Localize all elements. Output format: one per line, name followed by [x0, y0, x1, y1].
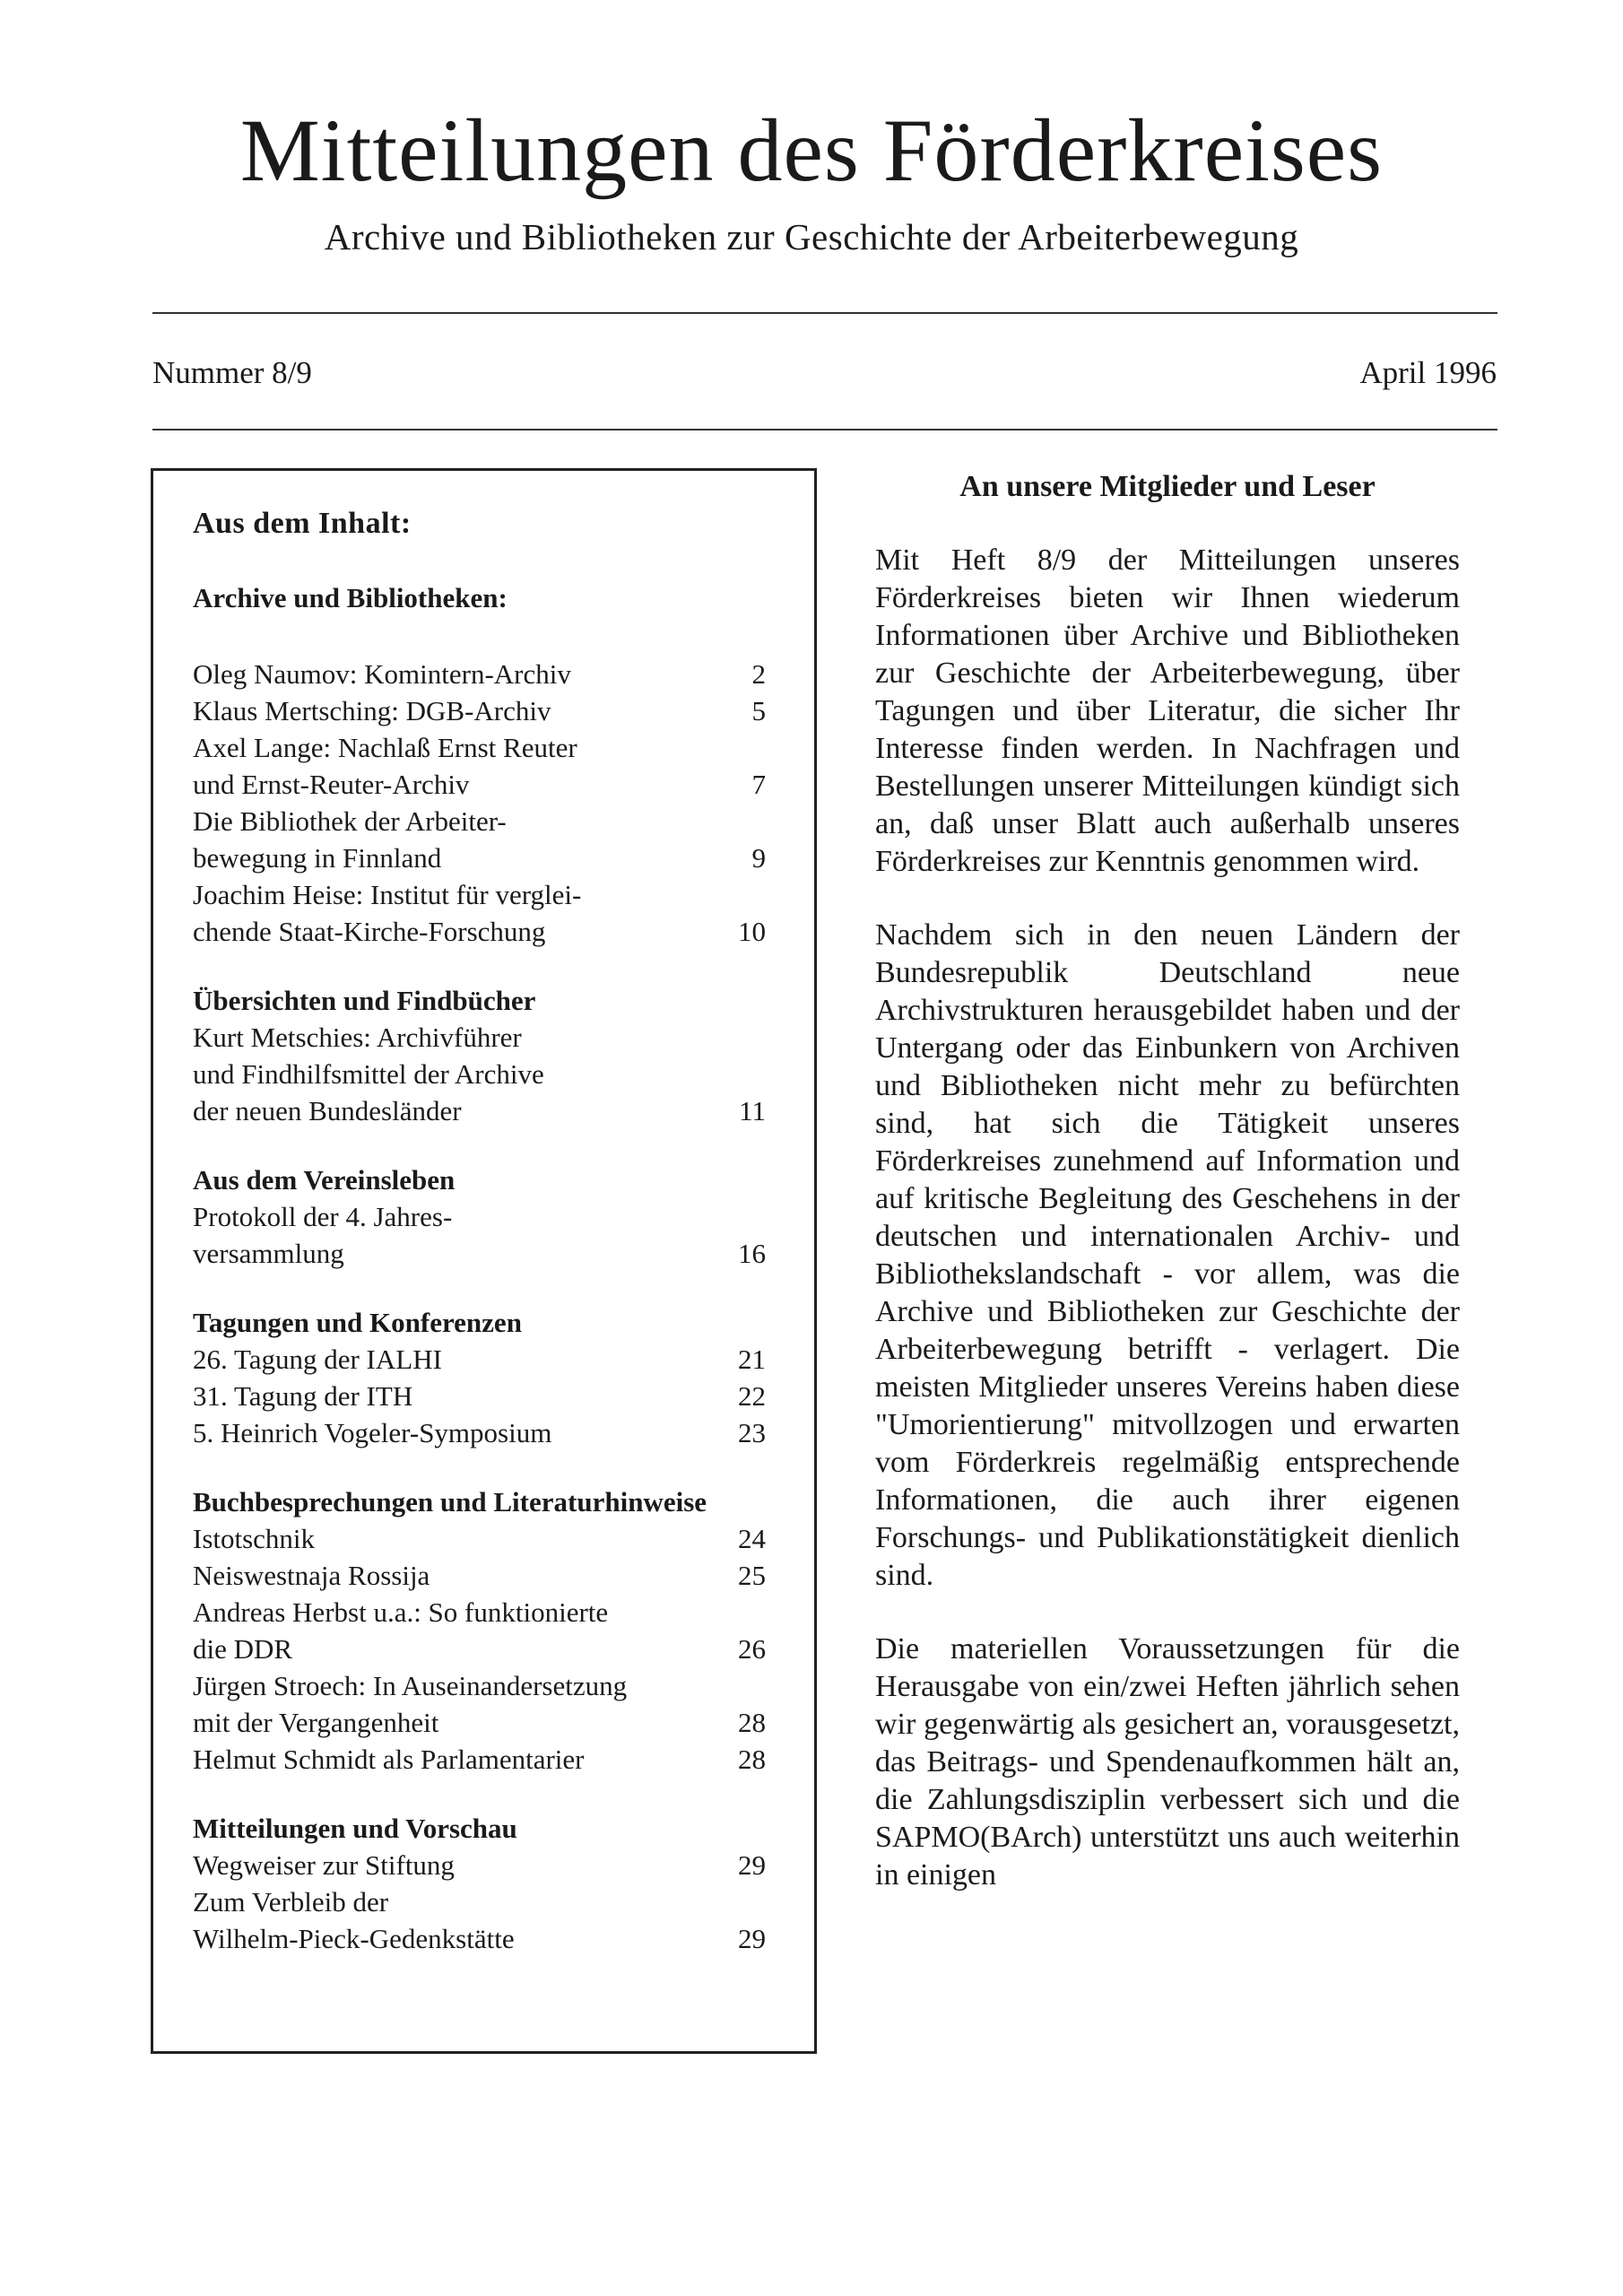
toc-entry	[193, 1883, 780, 1957]
toc-entry-page: 25	[738, 1560, 766, 1591]
toc-entry-text: Andreas Herbst u.a.: So funktionierte die DDR	[193, 1596, 609, 1665]
toc-section-heading: Buchbesprechungen und Literaturhinweise	[193, 1486, 707, 1518]
toc-section-heading: Tagungen und Konferenzen	[193, 1307, 522, 1338]
top-divider	[152, 312, 1497, 314]
toc-entry-text: Protokoll der 4. Jahres- versammlung	[193, 1201, 453, 1269]
toc-entry	[193, 1741, 780, 1778]
toc-title: Aus dem Inhalt:	[193, 507, 412, 540]
toc-entry-page: 24	[738, 1523, 766, 1554]
toc-section	[193, 1810, 814, 1957]
toc-entry-text: Die Bibliothek der Arbeiter- bewegung in Finnland	[193, 805, 507, 874]
toc-entry-page: 11	[739, 1095, 766, 1126]
toc-section-heading: Aus dem Vereinsleben	[193, 1164, 456, 1196]
newsletter-subtitle: Archive und Bibliotheken zur Geschichte der Arbeiterbewegung	[324, 216, 1299, 257]
toc-entry-page: 7	[751, 769, 766, 800]
toc-entry-text: Kurt Metschies: Archivführer und Findhilfsmittel der Archive der neuen Bundesländer	[193, 1022, 544, 1126]
toc-entry-page: 26	[738, 1633, 766, 1665]
toc-entry	[193, 692, 780, 729]
toc-section-heading: Übersichten und Findbücher	[193, 985, 536, 1016]
toc-entry-page: 29	[738, 1923, 766, 1954]
toc-section	[193, 579, 814, 950]
toc-entry-page: 16	[738, 1238, 766, 1269]
bottom-divider	[152, 429, 1497, 430]
toc-entry-text: 5. Heinrich Vogeler-Symposium	[193, 1417, 552, 1448]
article-paragraph: Nachdem sich in den neuen Ländern der Bundesrepublik Deutschland neue Archivstrukturen herausgebildet haben und der Untergang oder das Einbunkern von Archiven und Bibliotheken nicht mehr zu befürchten sind, hat sich die Tätigkeit unseres Förderkreises zunehmend auf Information und auf kritische Begleitung des Geschehens in der deutschen und internationalen Archiv- und Bibliothekslandschaft - vor allem, was die Archive und Bibliotheken zur Geschichte der Arbeiterbewegung betrifft - verlagert. Die meisten Mitglieder unseres Vereins haben diese "Umorientierung" mitvollzogen und erwarten vom Förderkreis regelmäßig entsprechende Informationen, die auch ihrer eigenen Forschungs- und Publikationstätigkeit dienlich sind.	[875, 918, 1460, 1592]
toc-entry	[193, 1378, 780, 1414]
toc-entry-text: Jürgen Stroech: In Auseinandersetzung mit der Vergangenheit	[193, 1670, 628, 1738]
toc-section	[193, 1483, 814, 1778]
toc-entry-page: 9	[751, 842, 766, 874]
toc-sections	[193, 579, 814, 1957]
article-body	[875, 542, 1460, 1894]
toc-section	[193, 1304, 814, 1451]
toc-entry-page: 28	[738, 1707, 766, 1738]
toc-entry	[193, 1557, 780, 1594]
toc-entry-text: Istotschnik	[193, 1523, 316, 1554]
toc-entry-page: 21	[738, 1344, 766, 1375]
issue-number: Nummer 8/9	[152, 355, 312, 390]
toc-entry-text: Zum Verbleib der Wilhelm-Pieck-Gedenkstätte	[193, 1886, 515, 1954]
toc-entry-page: 22	[738, 1380, 766, 1412]
toc-entry	[193, 1019, 780, 1129]
editorial-article	[875, 468, 1460, 1930]
toc-entry	[193, 656, 780, 692]
toc-entry	[193, 1667, 780, 1741]
toc-entry-text: Oleg Naumov: Komintern-Archiv	[193, 658, 571, 690]
toc-entry	[193, 803, 780, 876]
toc-section	[193, 982, 814, 1129]
toc-entry-text: 26. Tagung der IALHI	[193, 1344, 442, 1375]
toc-entry-page: 10	[738, 916, 766, 947]
toc-entry-text: Axel Lange: Nachlaß Ernst Reuter und Ernst-Reuter-Archiv	[193, 732, 577, 800]
article-paragraph: Die materiellen Voraussetzungen für die Herausgabe von ein/zwei Heften jährlich sehen wir gegenwärtig als gesichert an, vorausgesetzt, das Beitrags- und Spendenaufkommen hält an, die Zahlungsdisziplin verbessert sich und die SAPMO(BArch) unterstützt uns auch weiterhin in einigen	[875, 1632, 1460, 1892]
toc-entry	[193, 1198, 780, 1272]
article-paragraph: Mit Heft 8/9 der Mitteilungen unseres Förderkreises bieten wir Ihnen wiederum Informationen über Archive und Bibliotheken zur Geschichte der Arbeiterbewegung, über Tagungen und über Literatur, die sicher Ihr Interesse finden werden. In Nachfragen und Bestellungen unserer Mitteilungen kündigt sich an, daß unser Blatt auch außerhalb unseres Förderkreises zur Kenntnis genommen wird.	[875, 544, 1460, 878]
toc-entry	[193, 1520, 780, 1557]
toc-entry	[193, 729, 780, 803]
toc-entry-page: 28	[738, 1744, 766, 1775]
toc-entry	[193, 1594, 780, 1667]
toc-entry-text: Joachim Heise: Institut für verglei- chende Staat-Kirche-Forschung	[193, 879, 582, 947]
toc-entry	[193, 876, 780, 950]
newsletter-title: Mitteilungen des Förderkreises	[239, 100, 1384, 200]
toc-entry-text: 31. Tagung der ITH	[193, 1380, 413, 1412]
issue-date: April 1996	[1359, 355, 1497, 390]
toc-entry-page: 2	[751, 658, 766, 690]
toc-section	[193, 1161, 814, 1272]
toc-entry-page: 23	[738, 1417, 766, 1448]
toc-entry-page: 5	[751, 695, 766, 726]
toc-section-heading: Mitteilungen und Vorschau	[193, 1813, 517, 1844]
toc-entry	[193, 1341, 780, 1378]
toc-entry	[193, 1847, 780, 1883]
toc-entry-text: Wegweiser zur Stiftung	[193, 1849, 455, 1881]
article-title: An unsere Mitglieder und Leser	[959, 470, 1376, 503]
table-of-contents	[151, 468, 817, 2054]
toc-section-heading: Archive und Bibliotheken:	[193, 582, 508, 613]
toc-entry-page: 29	[738, 1849, 766, 1881]
toc-entry	[193, 1414, 780, 1451]
toc-entry-text: Klaus Mertsching: DGB-Archiv	[193, 695, 551, 726]
toc-entry-text: Neiswestnaja Rossija	[193, 1560, 430, 1591]
toc-entry-text: Helmut Schmidt als Parlamentarier	[193, 1744, 585, 1775]
